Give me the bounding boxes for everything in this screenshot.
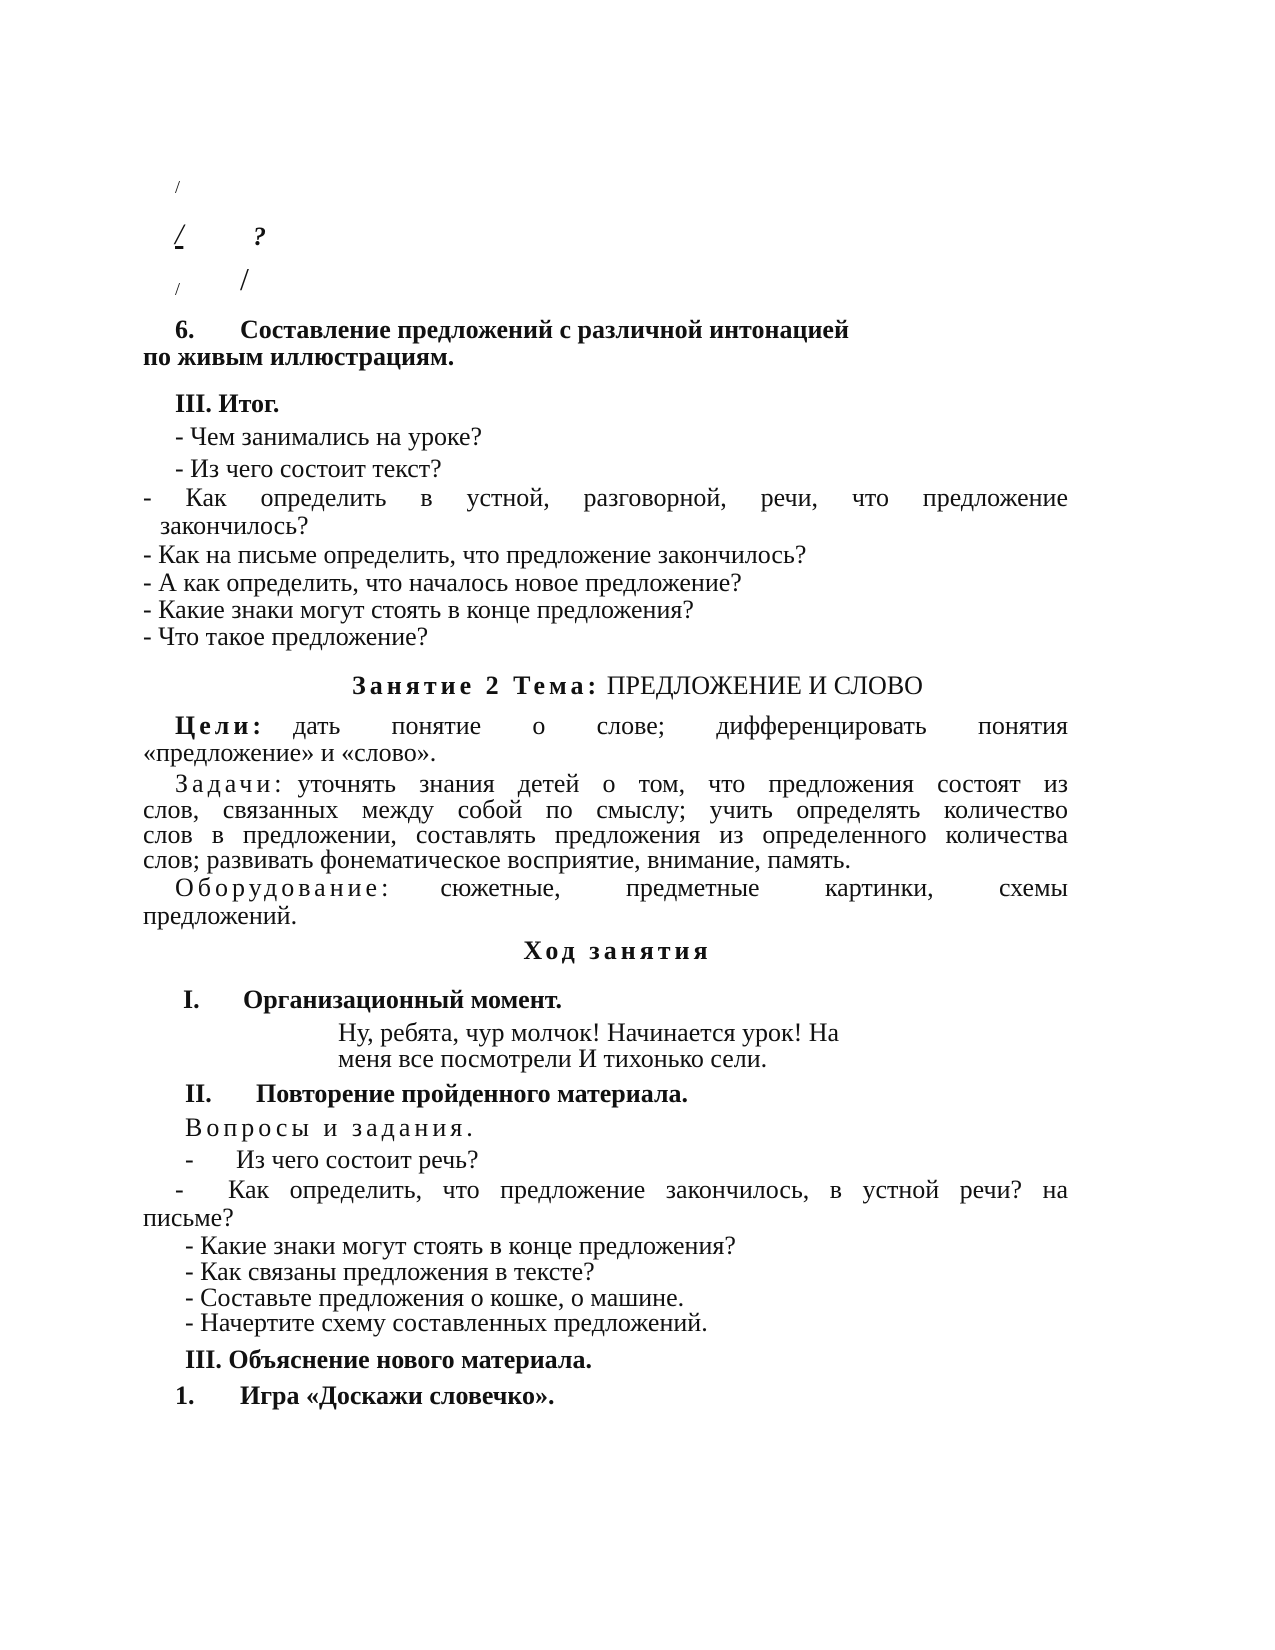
question: - Какие знаки могут стоять в конце предложения? xyxy=(185,1231,736,1260)
goals-text: дать понятие о слове; дифференцировать понятия xyxy=(293,711,1068,740)
goals-text-cont: «предложение» и «слово». xyxy=(143,738,437,767)
dash: - xyxy=(175,1175,184,1204)
question-cont: закончилось? xyxy=(160,511,309,540)
slash-mark: / xyxy=(175,279,181,299)
course-heading: Ход занятия xyxy=(523,936,712,965)
equipment-line xyxy=(175,873,1068,903)
goals-label: Цели: xyxy=(175,711,265,740)
question: - Чем занимались на уроке? xyxy=(175,422,483,451)
part-number: II. xyxy=(185,1079,212,1108)
slash-mark: / xyxy=(175,177,181,197)
question: - Что такое предложение? xyxy=(143,622,429,651)
tasks-text: слов, связанных между собой по смыслу; учить определять количество xyxy=(143,795,1068,824)
question: - Из чего состоит текст? xyxy=(175,454,442,483)
question-mark: ? xyxy=(253,222,266,251)
equipment-label: Оборудование: xyxy=(175,873,393,902)
question-cont: письме? xyxy=(143,1203,234,1232)
question: - Начертите схему составленных предложений. xyxy=(185,1308,708,1337)
item-number: 1. xyxy=(175,1381,195,1410)
poem-line: меня все посмотрели И тихонько сели. xyxy=(338,1044,768,1073)
lesson-title-topic: ПРЕДЛОЖЕНИЕ И СЛОВО xyxy=(606,671,923,700)
lesson-title xyxy=(0,671,1275,701)
question: - Как определить в устной, разговорной, речи, что предложение xyxy=(143,483,1068,512)
slash-mark: / xyxy=(240,261,249,297)
part-title: III. Объяснение нового материала. xyxy=(185,1345,592,1374)
slash-mark: / xyxy=(175,218,184,251)
section-title-cont: по живым иллюстрациям. xyxy=(143,342,455,371)
tasks-label: Задачи: xyxy=(175,769,286,798)
question: Из чего состоит речь? xyxy=(236,1145,479,1174)
question: Как определить, что предложение закончилось, в устной речи? на xyxy=(228,1175,1068,1204)
section-title: Составление предложений с различной интонацией xyxy=(240,315,849,344)
part-subheading: Вопросы и задания. xyxy=(185,1113,477,1142)
section-number: 6. xyxy=(175,315,195,344)
summary-heading: III. Итог. xyxy=(175,389,280,418)
equipment-text: сюжетные, предметные картинки, схемы xyxy=(440,873,1068,902)
part-number: I. xyxy=(183,985,200,1014)
question: - Как связаны предложения в тексте? xyxy=(185,1257,595,1286)
question: - Составьте предложения о кошке, о машине. xyxy=(185,1283,685,1312)
question: - Какие знаки могут стоять в конце предложения? xyxy=(143,595,694,624)
dash: - xyxy=(185,1145,194,1174)
tasks-text: слов; развивать фонематическое восприятие, внимание, память. xyxy=(143,845,851,874)
part-title: Повторение пройденного материала. xyxy=(256,1079,689,1108)
equipment-text-cont: предложений. xyxy=(143,901,298,930)
tasks-text: слов в предложении, составлять предложения из определенного количества xyxy=(143,820,1068,849)
lesson-title-prefix: Занятие 2 Тема: xyxy=(352,671,601,700)
item-title: Игра «Доскажи словечко». xyxy=(240,1381,555,1410)
question: - Как на письме определить, что предложение закончилось? xyxy=(143,540,807,569)
part-title: Организационный момент. xyxy=(243,985,563,1014)
question: - А как определить, что началось новое предложение? xyxy=(143,568,742,597)
goals-line xyxy=(175,711,1068,741)
tasks-text: уточнять знания детей о том, что предложения состоят из xyxy=(297,769,1068,798)
poem-line: Ну, ребята, чур молчок! Начинается урок! На xyxy=(338,1018,840,1047)
